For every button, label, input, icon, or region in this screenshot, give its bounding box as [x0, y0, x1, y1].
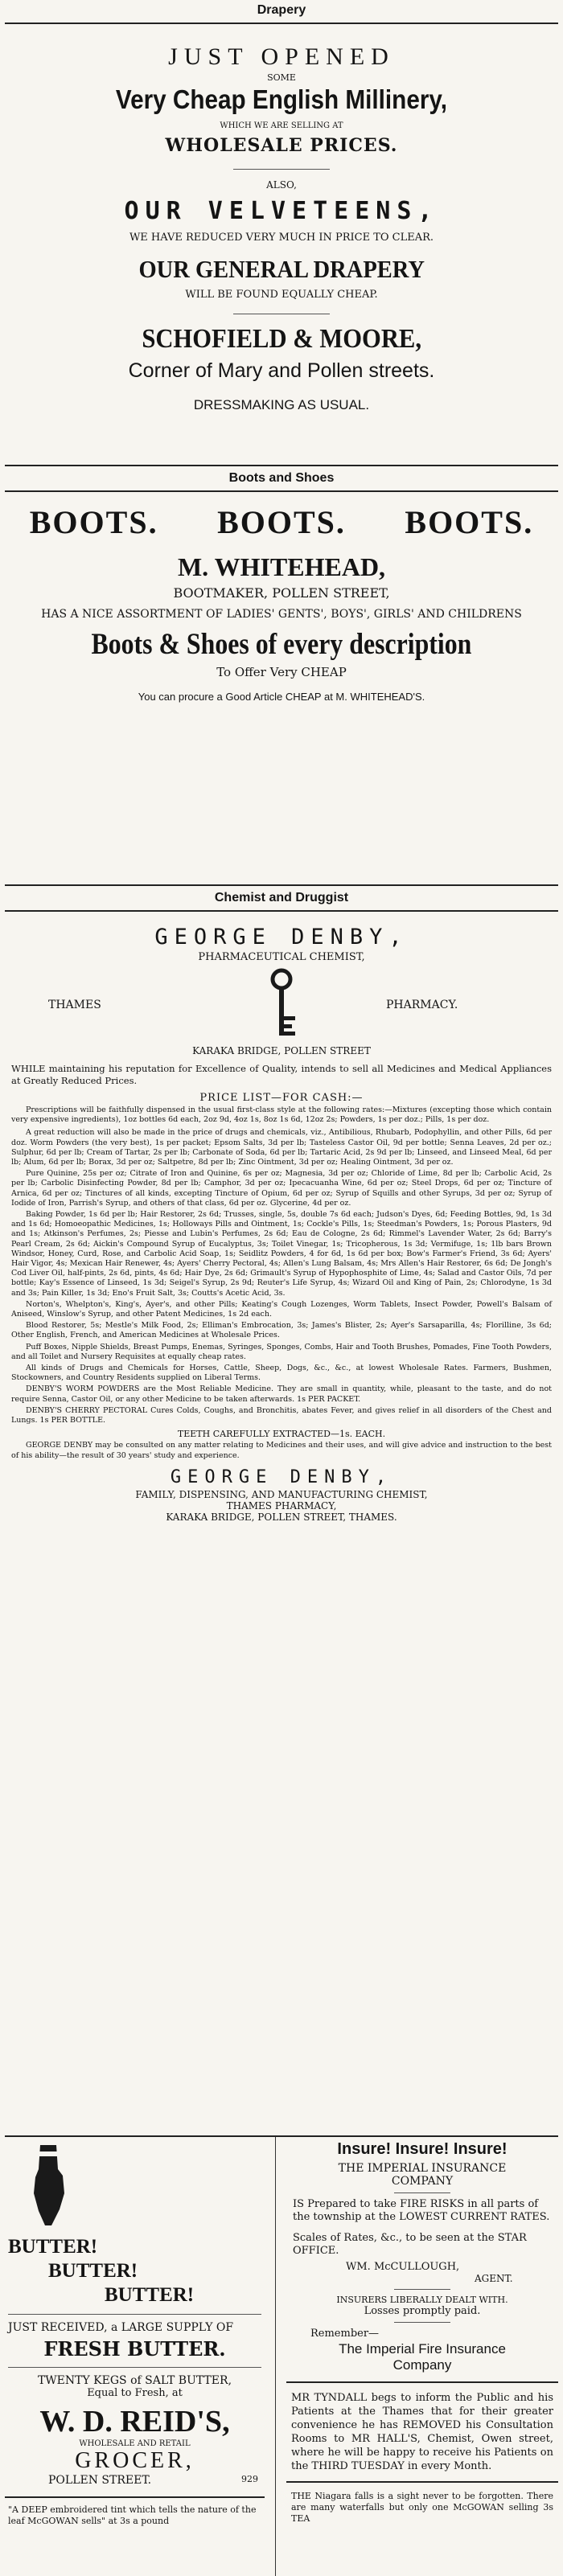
imperial-company: Company — [392, 2357, 452, 2373]
divider — [394, 2322, 450, 2323]
price-paragraph: DENBY'S CHERRY PECTORAL Cures Colds, Coughs, and Bronchitis, abates Fever, and gives relief in all disorders of the Chest and Lungs. 1s PER BOTTLE. — [11, 1405, 552, 1425]
wholesale-prices: WHOLESALE PRICES. — [165, 135, 398, 156]
price-list-heading: PRICE LIST—FOR CASH:— — [199, 1092, 364, 1104]
company-line: COMPANY — [391, 2175, 454, 2188]
offer-cheap: To Offer Very CHEAP — [216, 665, 347, 679]
price-paragraph: Pure Quinine, 25s per oz; Citrate of Iron and Quinine, 6s per oz; Magnesia, 3d per oz; Chloride of Lime, 8d per lb; Carbolic Acid, 2s per lb; Carbolic Disinfecting Powder, 8d per lb; Camphor, 3d per oz; Ipecacuanha Wine, 6d per oz; Steel Drops, 6d per oz; Tincture of Arnica, 6d per oz; Tinctures of all kinds, excepting Tincture of Opium, 6d per oz; Syrup of Squills and other Syrups, 3d per oz; Syrup of Iodide of Iron, Parrish's Syrup, and others of that class, 6d per oz. Glycerine, 4d per oz. — [11, 1169, 552, 1208]
teeth-line: TEETH CAREFULLY EXTRACTED—1s. EACH. — [177, 1429, 386, 1440]
price-paragraph: DENBY'S WORM POWDERS are the Most Reliable Medicine. They are small in quantity, while, pleasant to the taste, and do not require Senna, Castor Oil, or any other Medicine to be taken afterwards. 1s PER PACKET. — [11, 1384, 552, 1404]
butter-line: BUTTER! — [48, 2260, 138, 2282]
price-paragraph: A great reduction will also be made in the price of drugs and chemicals, viz., Antibilious, Rhubarb, Podophyllin, and other Pills, 6d per doz. Worm Powders (the very best), 1s per packet; Epsom Salts, 3d per lb; Tasteless Castor Oil, 9d per bottle; Senna Leaves, 2d per oz.; Sulphur, 6d per lb; Cream of Tartar, 2s per lb; Carbonate of Soda, 6d per lb; Tartaric Acid, 2s 9d per lb; Linseed, and Linseed Meal, 6d per lb; Alum, 6d per lb; Borax, 3d per oz; Saltpetre, 8d per lb; Zinc Ointment, 3d per oz; Healing Ointment, 3d per oz. — [11, 1128, 552, 1167]
divider — [5, 23, 558, 24]
section-heading-boots: Boots and Shoes — [228, 471, 335, 485]
denby-footer-line: KARAKA BRIDGE, POLLEN STREET, THAMES. — [166, 1511, 397, 1523]
price-paragraph: Puff Boxes, Nipple Shields, Breast Pumps, Enemas, Syringes, Sponges, Combs, Hair and Tooth Brushes, Pomades, Fine Tooth Powders, and all Toilet and Nursery Requisites at equally cheap rates. — [11, 1342, 552, 1361]
procure-text: You can procure a Good Article CHEAP at M. WHITEHEAD'S. — [138, 691, 425, 703]
velveteens: OUR VELVETEENS, — [124, 197, 439, 225]
karaka-address: KARAKA BRIDGE, POLLEN STREET — [192, 1045, 371, 1056]
ad-number: 929 — [241, 2474, 258, 2484]
just-opened: JUST OPENED — [168, 43, 395, 70]
divider — [5, 490, 558, 492]
section-heading-chemist: Chemist and Druggist — [214, 891, 349, 904]
butter-line: BUTTER! — [105, 2284, 195, 2306]
boots-ad — [0, 465, 563, 703]
key-icon — [257, 966, 306, 1040]
reid-street: POLLEN STREET. — [48, 2474, 152, 2487]
drapery-ad — [0, 0, 563, 413]
dressmaking: DRESSMAKING AS USUAL. — [193, 397, 370, 412]
prepared-text: IS Prepared to take FIRE RISKS in all parts of the township at the LOWEST CURRENT RATES. — [293, 2198, 550, 2223]
divider — [5, 2496, 265, 2498]
whitehead-name: M. WHITEHEAD, — [177, 552, 386, 581]
mcgowan-footnote: "A DEEP embroidered tint which tells the nature of the leaf McGOWAN sells" at 3s a pound — [8, 2504, 257, 2526]
imperial-line: The Imperial Fire Insurance — [339, 2341, 506, 2357]
remember-label: Remember— — [310, 2328, 380, 2340]
butter-line: BUTTER! — [8, 2236, 98, 2258]
insurance-ad — [282, 2140, 563, 2525]
niagara-notice: THE Niagara falls is a sight never to be forgotten. There are many waterfalls but only one McGOWAN selling 3s TEA — [291, 2491, 553, 2524]
company-line: THE IMPERIAL INSURANCE — [338, 2162, 507, 2175]
divider — [394, 2289, 450, 2290]
price-paragraph: Prescriptions will be faithfully dispensed in the usual first-class style at the following rates:—Mixtures (excepting those which contain very expensive ingredients), 1oz bottles 6d each, 2oz 9d, 4oz 1s, 8oz 1s 6d, 12oz 2s; Powders, 1s per doz.; Pills, 1s per doz. — [11, 1105, 552, 1125]
dealt-text: INSURERS LIBERALLY DEALT WITH. — [336, 2295, 508, 2305]
boots-word: BOOTS. — [217, 504, 346, 540]
boots-word: BOOTS. — [405, 504, 534, 540]
firm-name: SCHOFIELD & MOORE, — [142, 324, 421, 354]
divider — [394, 2192, 450, 2193]
tyndall-notice: MR TYNDALL begs to inform the Public and his Patients at the Thames that for their greater convenience he has REMOVED his Consultation Rooms to MR HALL'S, Chemist, Owen street, where he will be happy to receive his Patients on the THIRD TUESDAY in every Month. — [291, 2392, 553, 2472]
butter-ad — [0, 2145, 269, 2527]
pharmacy-label: PHARMACY. — [386, 999, 458, 1011]
divider — [8, 2367, 261, 2368]
just-received: JUST RECEIVED, a LARGE SUPPLY OF — [8, 2321, 234, 2334]
assortment-text: HAS A NICE ASSORTMENT OF LADIES' GENTS', BOYS', GIRLS' AND CHILDRENS — [41, 608, 522, 621]
also-label: ALSO, — [266, 179, 297, 191]
general-drapery: OUR GENERAL DRAPERY — [138, 255, 425, 283]
whitehead-trade: BOOTMAKER, POLLEN STREET, — [173, 585, 390, 601]
kegs-line: TWENTY KEGS of SALT BUTTER, — [37, 2374, 232, 2387]
equal-line: Equal to Fresh, at — [87, 2387, 183, 2399]
denby-footer-line: FAMILY, DISPENSING, AND MANUFACTURING CHEMIST, — [135, 1488, 428, 1500]
agent-label: AGENT. — [475, 2273, 513, 2284]
corner-address: Corner of Mary and Pollen streets. — [128, 359, 435, 382]
agent-name: WM. McCULLOUGH, — [346, 2261, 460, 2273]
chemist-intro: WHILE maintaining his reputation for Excellence of Quality, intends to sell all Medicines and Medical Appliances at Greatly Reduced Prices. — [11, 1063, 552, 1086]
grocer-label: GROCER, — [75, 2448, 195, 2473]
price-paragraph: All kinds of Drugs and Chemicals for Horses, Cattle, Sheep, Dogs, &c., &c., at lowest Wholesale Rates. Farmers, Bushmen, Stockowners, and Country Residents supplied on Liberal Terms. — [11, 1364, 552, 1383]
price-paragraph: Baking Powder, 1s 6d per lb; Hair Restorer, 2s 6d; Trusses, single, 5s, double 7s 6d each; Judson's Dyes, 6d; Feeding Bottles, 9d, 1s 3d and 1s 6d; Homoeopathic Medicines, 1s; Holloways Pills and Ointment, 1s; Cockle's Pills, 1s; Steedman's Powders, 1s; Porous Plasters, 9d and 1s; Atkinson's Perfumes, 2s; Piesse and Lubin's Perfumes, 2s 6d; Eau de Cologne, 2s 6d; Rimmel's Lavender Water, 2s 6d; Barry's Pearl Cream, 2s 6d; Aickin's Compound Syrup of Eucalyptus, 3s; Toilet Vinegar, 1s; Tricopherous, 1s 3d; Vermifuge, 1s; 1lb bars Brown Windsor, Honey, Curd, Rose, and Carbolic Acid Soap, 1s; Seidlitz Powders, 4 for 6d, 1s 6d per box; Bow's Farmer's Friend, 3s 6d; Ayers' Hair Vigor, 4s; Mexican Hair Renewer, 4s; Ayers' Cherry Pectoral, 4s; Allen's Lung Balsam, 4s; Mrs Allen's Hair Restorer, 6s 6d; De Jongh's Cod Liver Oil, half-pints, 2s 6d, pints, 4s 6d; Hair Dye, 2s 6d; Grimault's Syrup of Hypophosphite of Lime, 4s; Salad and Castor Oils, 7d per bottle; Kay's Essence of Linseed, 1s 3d; Seigel's Syrup, 2s 9d; Reuter's Life Syrup, 4s; Wizard Oil and King of Pain, 2s; Chlorodyne, 1s 3d and 3s; Pain Killer, 1s 3d; Eno's Fruit Salt, 3s; Coutts's Acetic Acid, 3s. — [11, 1210, 552, 1298]
losses-text: Losses promptly paid. — [364, 2305, 481, 2317]
column-rule — [275, 2137, 276, 2576]
general-sub: WILL BE FOUND EQUALLY CHEAP. — [185, 289, 378, 301]
insure-heading: Insure! Insure! Insure! — [337, 2140, 508, 2158]
chemist-ad — [0, 884, 563, 1523]
divider — [233, 169, 330, 170]
price-paragraph: Blood Restorer, 5s; Mestle's Milk Food, 2s; Elliman's Embrocation, 3s; James's Blister, 2s; Ayer's Sarsaparilla, 4s; Florilline, 3s 6d; Other English, French, and American Medicines at Wholesale Prices. — [11, 1321, 552, 1340]
reid-name: W. D. REID'S, — [39, 2405, 230, 2439]
divider — [5, 910, 558, 912]
divider — [5, 2135, 558, 2137]
scales-text: Scales of Rates, &c., to be seen at the STAR OFFICE. — [293, 2232, 527, 2257]
divider — [286, 2381, 558, 2383]
denby-title: PHARMACEUTICAL CHEMIST, — [198, 951, 365, 963]
denby-footer-line: THAMES PHARMACY, — [226, 1499, 337, 1512]
section-heading-drapery: Drapery — [257, 3, 306, 17]
some-label: SOME — [267, 72, 296, 83]
denby-name: GEORGE DENBY, — [154, 925, 409, 950]
divider — [8, 2314, 261, 2315]
boots-headline: Boots & Shoes of every description — [91, 628, 472, 661]
millinery-headline: Very Cheap English Millinery, — [115, 84, 448, 114]
which-label: WHICH WE ARE SELLING AT — [220, 121, 343, 130]
reid-trade: WHOLESALE AND RETAIL — [79, 2439, 191, 2448]
boots-word: BOOTS. — [29, 504, 158, 540]
denby-footer-name: GEORGE DENBY, — [170, 1466, 393, 1487]
hand-icon — [24, 2145, 269, 2229]
divider — [286, 2481, 558, 2483]
price-paragraph: Norton's, Whelpton's, King's, Ayer's, and other Pills; Keating's Cough Lozenges, Worm Tablets, Insect Powder, Powell's Balsam of Aniseed, Winslow's Syrup, and other Patent Medicines, 1s 2d each. — [11, 1299, 552, 1319]
velveteens-sub: WE HAVE REDUCED VERY MUCH IN PRICE TO CLEAR. — [129, 232, 434, 244]
thames-label: THAMES — [48, 999, 101, 1011]
consult-text: GEORGE DENBY may be consulted on any matter relating to Medicines and their uses, and will give advice and instruction to the best of his ability—the result of 30 years' study and experience. — [11, 1441, 552, 1460]
fresh-butter: FRESH BUTTER. — [43, 2337, 226, 2361]
